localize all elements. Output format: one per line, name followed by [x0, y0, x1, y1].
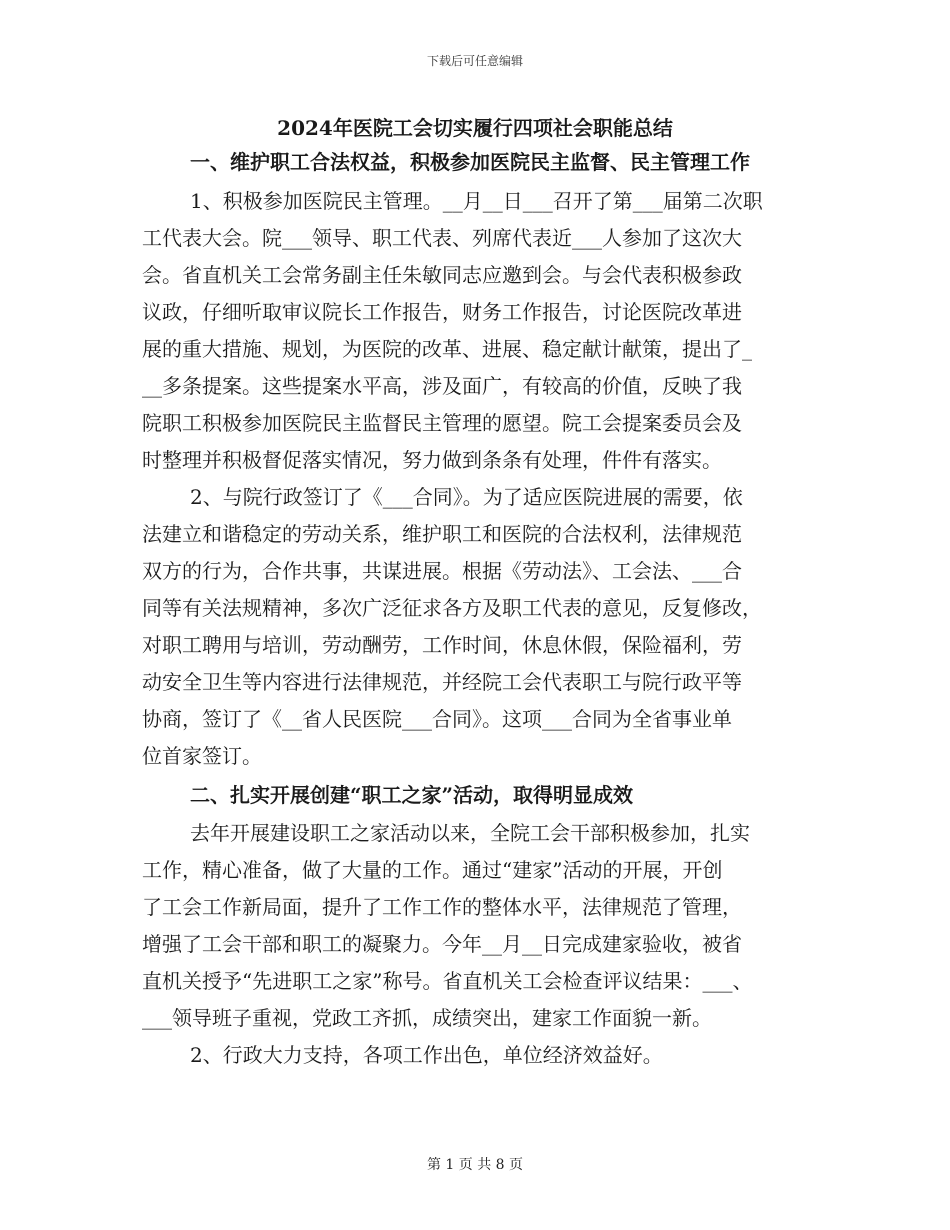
paragraph-line: 直机关授予“先进职工之家”称号。省直机关工会检查评议结果：___、: [142, 969, 753, 993]
paragraph-line: 展的重大措施、规划，为医院的改革、进展、稳定献计献策，提出了_: [142, 337, 752, 361]
paragraph-line: 同等有关法规精神，多次广泛征求各方及职工代表的意见，反复修改，: [142, 596, 762, 620]
page-footer: 第 1 页 共 8 页: [426, 1157, 524, 1173]
paragraph-line: 对职工聘用与培训，劳动酬劳，工作时间，休息休假，保险福利，劳: [142, 633, 742, 657]
paragraph-line: 去年开展建设职工之家活动以来，全院工会干部积极参加，扎实: [190, 821, 750, 845]
header-note: 下载后可任意编辑: [426, 54, 523, 68]
section-heading-2: 二、扎实开展创建“职工之家”活动，取得明显成效: [190, 783, 634, 807]
paragraph-line: 协商，签订了《__省人民医院___合同》。这项___合同为全省事业单: [142, 707, 732, 731]
paragraph-line: 双方的行为，合作共事，共谋进展。根据《劳动法》、工会法、___合: [142, 559, 742, 583]
paragraph-line: 时整理并积极督促落实情况，努力做到条条有处理，件件有落实。: [142, 448, 722, 472]
paragraph-line: 议政，仔细听取审议院长工作报告，财务工作报告，讨论医院改革进: [142, 300, 742, 324]
paragraph-line: 动安全卫生等内容进行法律规范，并经院工会代表职工与院行政平等: [142, 670, 742, 694]
paragraph-line: 会。省直机关工会常务副主任朱敏同志应邀到会。与会代表积极参政: [142, 263, 742, 287]
paragraph-line: ___领导班子重视，党政工齐抓，成绩突出，建家工作面貌一新。: [142, 1006, 712, 1030]
paragraph-line: 了工会工作新局面，提升了工作工作的整体水平，法律规范了管理，: [142, 895, 742, 919]
paragraph-line: 1、积极参加医院民主管理。__月__日___召开了第___届第二次职: [190, 189, 763, 213]
paragraph-line: 院职工积极参加医院民主监督民主管理的愿望。院工会提案委员会及: [142, 411, 742, 435]
paragraph-line: 2、与院行政签订了《___合同》。为了适应医院进展的需要，依: [190, 485, 743, 509]
paragraph-line: 工代表大会。院___领导、职工代表、列席代表近___人参加了这次大: [142, 226, 742, 250]
paragraph-line: 2、行政大力支持，各项工作出色，单位经济效益好。: [190, 1043, 663, 1067]
section-heading-1: 一、维护职工合法权益，积极参加医院民主监督、民主管理工作: [190, 150, 750, 174]
paragraph-line: 工作，精心准备，做了大量的工作。通过“建家”活动的开展，开创: [142, 858, 723, 882]
paragraph-line: __多条提案。这些提案水平高，涉及面广，有较高的价值，反映了我: [142, 374, 742, 398]
paragraph-line: 法建立和谐稳定的劳动关系，维护职工和医院的合法权利，法律规范: [142, 522, 742, 546]
paragraph-line: 增强了工会干部和职工的凝聚力。今年__月__日完成建家验收，被省: [142, 932, 742, 956]
paragraph-line: 位首家签订。: [142, 744, 262, 768]
document-title: 2024年医院工会切实履行四项社会职能总结: [277, 116, 673, 140]
